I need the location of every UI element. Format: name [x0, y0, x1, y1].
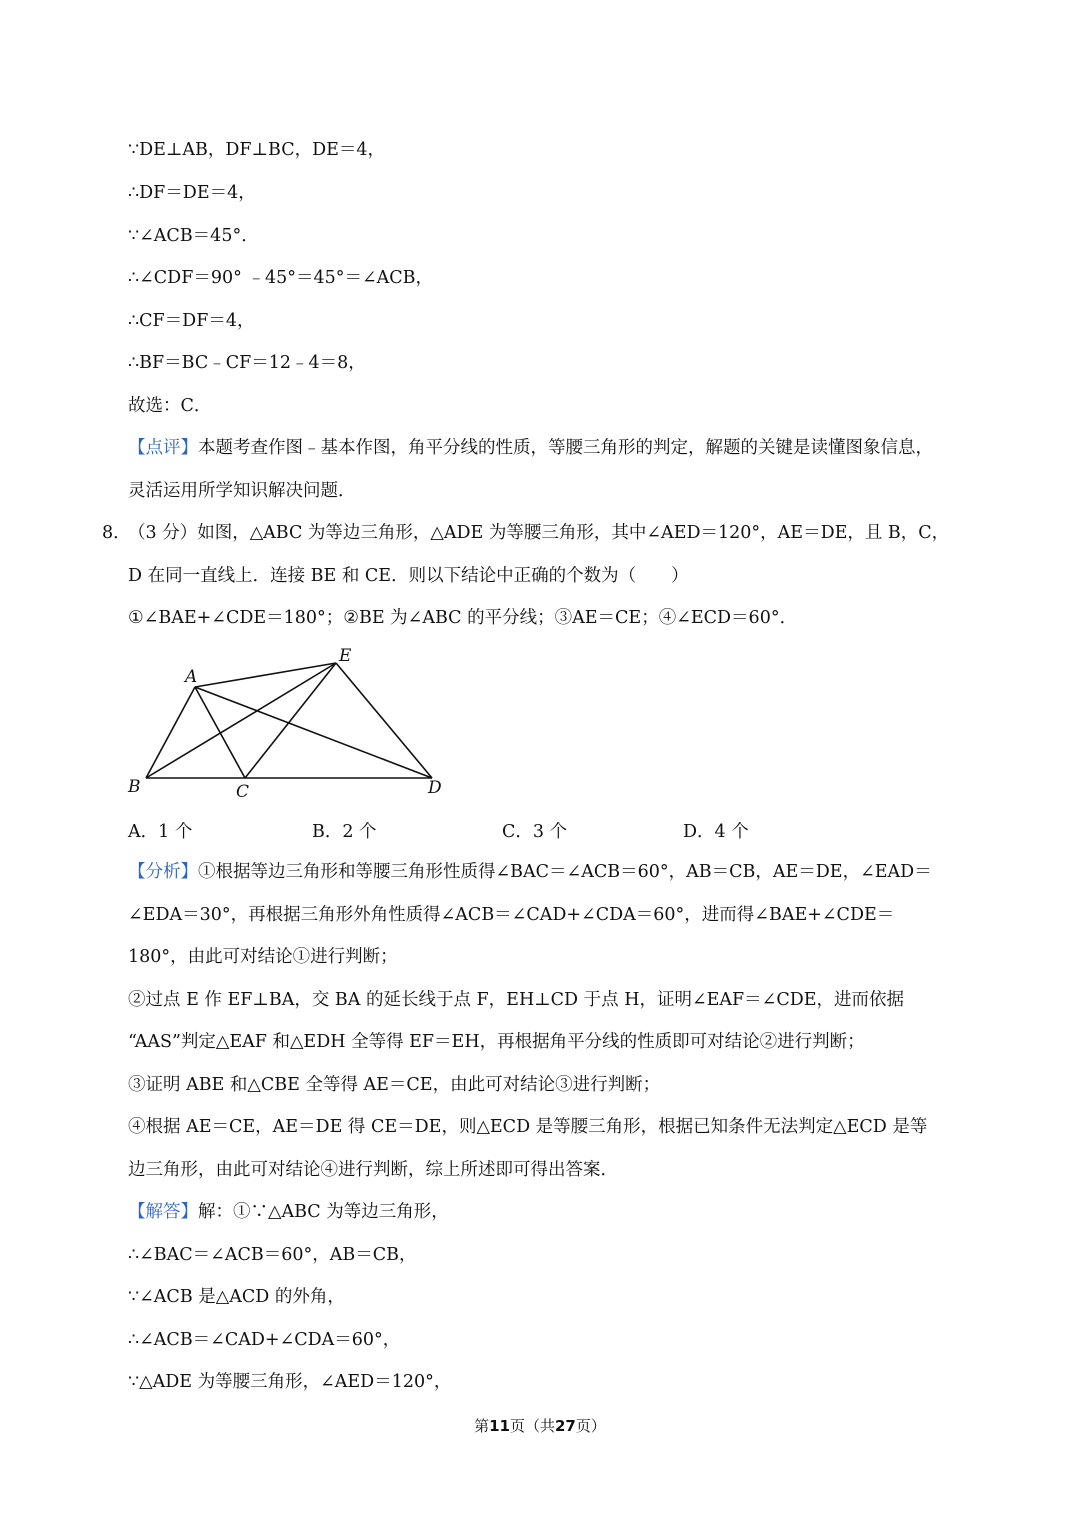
page-footer	[0, 1414, 1080, 1438]
choice-b[interactable]: B．2 个	[312, 822, 377, 842]
answer-line-2: ∴∠BAC＝∠ACB＝60°，AB＝CB，	[128, 1245, 417, 1265]
solution-line-5: ∴CF＝DF＝4，	[128, 311, 255, 331]
answer-text-1: 解：①∵△ABC 为等边三角形，	[198, 1202, 449, 1222]
answer-line-4: ∴∠ACB＝∠CAD+∠CDA＝60°，	[128, 1330, 401, 1350]
footer-middle: 页（共	[509, 1417, 555, 1435]
analysis-line-4: ②过点 E 作 EF⊥BA，交 BA 的延长线于点 F，EH⊥CD 于点 H，证明∠EAF＝∠CDE，进而依据	[128, 990, 905, 1010]
answer-line-5: ∵△ADE 为等腰三角形，∠AED＝120°，	[128, 1372, 452, 1392]
analysis-line-8: 边三角形，由此可对结论④进行判断，综上所述即可得出答案．	[128, 1160, 618, 1180]
choice-c[interactable]: C．3 个	[502, 822, 568, 842]
analysis-tag: 【分析】	[128, 862, 198, 882]
analysis-line-5: “AAS”判定△EAF 和△EDH 全等得 EF＝EH，再根据角平分线的性质即可对结论②进行判断；	[128, 1032, 865, 1052]
comment-text: 本题考查作图﹣基本作图，角平分线的性质，等腰三角形的判定，解题的关键是读懂图象信息，	[198, 438, 933, 458]
answer-tag: 【解答】	[128, 1202, 198, 1222]
choice-a[interactable]: A．1 个	[128, 822, 193, 842]
label-a: A	[185, 667, 198, 687]
question-number: 8．	[102, 523, 131, 543]
segment-ab	[146, 687, 195, 778]
question-line-2: D 在同一直线上．连接 BE 和 CE．则以下结论中正确的个数为（ ）	[128, 566, 689, 586]
analysis-line-1	[128, 860, 932, 884]
solution-line-3: ∵∠ACB＝45°．	[128, 226, 259, 246]
solution-line-6: ∴BF＝BC﹣CF＝12﹣4＝8，	[128, 353, 366, 373]
choice-d[interactable]: D．4 个	[683, 822, 749, 842]
footer-total-pages: 27	[555, 1417, 576, 1435]
label-e: E	[339, 646, 352, 666]
analysis-text-1: ①根据等边三角形和等腰三角形性质得∠BAC＝∠ACB＝60°，AB＝CB，AE＝DE，∠EAD＝	[198, 862, 932, 882]
comment-line-2: 灵活运用所学知识解决问题．	[128, 481, 356, 501]
solution-line-4: ∴∠CDF＝90° ﹣45°＝45°＝∠ACB，	[128, 268, 434, 288]
footer-page-number: 11	[489, 1417, 510, 1435]
analysis-line-6: ③证明 ABE 和△CBE 全等得 AE＝CE，由此可对结论③进行判断；	[128, 1075, 661, 1095]
segment-ce	[245, 663, 336, 778]
segment-ad	[195, 687, 432, 778]
solution-line-1: ∵DE⊥AB，DF⊥BC，DE＝4，	[128, 140, 386, 160]
footer-prefix: 第	[474, 1417, 490, 1435]
segment-ed	[336, 663, 432, 778]
solution-line-2: ∴DF＝DE＝4，	[128, 183, 256, 203]
comment-tag: 【点评】	[128, 438, 198, 458]
question-line-1: （3 分）如图，△ABC 为等边三角形，△ADE 为等腰三角形，其中∠AED＝120°，AE＝DE，且 B，C，	[128, 523, 950, 543]
answer-line-1	[128, 1200, 449, 1224]
footer-suffix: 页）	[575, 1417, 606, 1435]
analysis-line-7: ④根据 AE＝CE，AE＝DE 得 CE＝DE，则△ECD 是等腰三角形，根据已知条件无法判定△ECD 是等	[128, 1117, 928, 1137]
solution-line-7: 故选：C．	[128, 396, 212, 416]
analysis-line-3: 180°，由此可对结论①进行判断；	[128, 947, 398, 967]
label-b: B	[128, 777, 141, 797]
segment-be	[146, 663, 336, 778]
comment-line-1	[128, 436, 933, 460]
question-line-3: ①∠BAE+∠CDE＝180°；②BE 为∠ABC 的平分线；③AE＝CE；④∠ECD＝60°．	[128, 608, 798, 628]
analysis-line-2: ∠EDA＝30°，再根据三角形外角性质得∠ACB＝∠CAD+∠CDA＝60°，进而得∠BAE+∠CDE＝	[128, 905, 895, 925]
label-d: D	[428, 778, 442, 798]
geometry-figure	[122, 640, 452, 802]
label-c: C	[236, 782, 250, 802]
answer-choices	[128, 818, 888, 842]
answer-line-3: ∵∠ACB 是△ACD 的外角，	[128, 1287, 345, 1307]
